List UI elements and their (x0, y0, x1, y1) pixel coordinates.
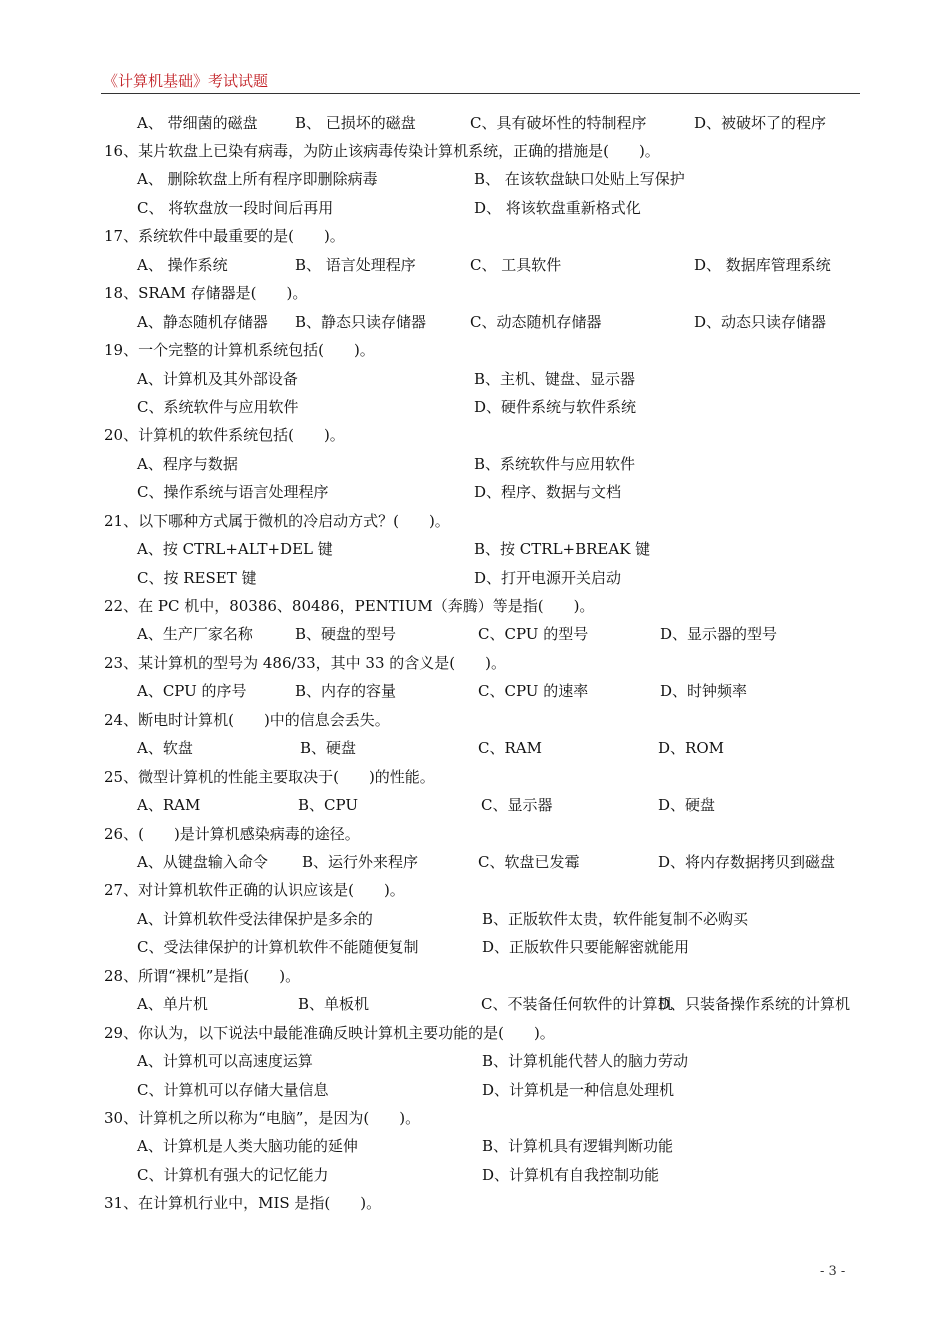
answer-option: A、 操作系统 (137, 256, 228, 274)
answer-option: B、正版软件太贵，软件能复制不必购买 (482, 910, 749, 928)
question-text: 22、在 PC 机中，80386、80486，PENTIUM（奔腾）等是指( )。 (104, 597, 595, 615)
page-number: - 3 - (820, 1264, 846, 1279)
answer-option: A、从键盘输入命令 (137, 853, 268, 871)
answer-option: B、计算机具有逻辑判断功能 (482, 1137, 674, 1155)
answer-option: D、被破坏了的程序 (694, 114, 827, 132)
answer-option: D、显示器的型号 (660, 625, 778, 643)
answer-option: D、正版软件只要能解密就能用 (482, 938, 690, 956)
answer-option: B、CPU (298, 796, 358, 814)
question-text: 23、某计算机的型号为 486/33，其中 33 的含义是( )。 (104, 654, 506, 672)
answer-option: A、静态随机存储器 (137, 313, 268, 331)
answer-option: B、单板机 (298, 995, 370, 1013)
answer-option: D、 将该软盘重新格式化 (474, 199, 641, 217)
answer-option: C、系统软件与应用软件 (137, 398, 299, 416)
document-header-title: 《计算机基础》考试试题 (103, 72, 269, 90)
question-text: 28、所谓“裸机”是指( )。 (104, 967, 301, 985)
answer-option: D、将内存数据拷贝到磁盘 (658, 853, 836, 871)
answer-option: C、具有破坏性的特制程序 (470, 114, 647, 132)
answer-option: B、系统软件与应用软件 (474, 455, 636, 473)
answer-option: A、程序与数据 (137, 455, 238, 473)
answer-option: C、CPU 的速率 (478, 682, 589, 700)
answer-option: C、软盘已发霉 (478, 853, 580, 871)
question-text: 16、某片软盘上已染有病毒，为防止该病毒传染计算机系统，正确的措施是( )。 (104, 142, 660, 160)
question-text: 30、计算机之所以称为“电脑”，是因为( )。 (104, 1109, 421, 1127)
answer-option: D、只装备操作系统的计算机 (658, 995, 851, 1013)
answer-option: A、按 CTRL+ALT+DEL 键 (137, 540, 333, 558)
question-text: 26、( )是计算机感染病毒的途径。 (104, 825, 360, 843)
answer-option: A、 带细菌的磁盘 (137, 114, 258, 132)
answer-option: A、单片机 (137, 995, 208, 1013)
question-text: 18、SRAM 存储器是( )。 (104, 284, 308, 302)
answer-option: A、 删除软盘上所有程序即删除病毒 (137, 170, 378, 188)
answer-option: A、计算机是人类大脑功能的延伸 (137, 1137, 358, 1155)
answer-option: C、按 RESET 键 (137, 569, 257, 587)
answer-option: C、动态随机存储器 (470, 313, 602, 331)
answer-option: A、生产厂家名称 (137, 625, 253, 643)
answer-option: C、受法律保护的计算机软件不能随便复制 (137, 938, 419, 956)
question-text: 25、微型计算机的性能主要取决于( )的性能。 (104, 768, 435, 786)
question-text: 17、系统软件中最重要的是( )。 (104, 227, 345, 245)
answer-option: C、 工具软件 (470, 256, 562, 274)
answer-option: C、不装备任何软件的计算机 (481, 995, 673, 1013)
answer-option: B、运行外来程序 (302, 853, 419, 871)
question-text: 27、对计算机软件正确的认识应该是( )。 (104, 881, 405, 899)
answer-option: D、动态只读存储器 (694, 313, 827, 331)
answer-option: C、计算机可以存储大量信息 (137, 1081, 329, 1099)
answer-option: B、硬盘 (300, 739, 357, 757)
answer-option: D、硬件系统与软件系统 (474, 398, 637, 416)
answer-option: D、时钟频率 (660, 682, 748, 700)
answer-option: A、RAM (137, 796, 201, 814)
question-text: 20、计算机的软件系统包括( )。 (104, 426, 345, 444)
answer-option: C、 将软盘放一段时间后再用 (137, 199, 334, 217)
answer-option: D、硬盘 (658, 796, 716, 814)
answer-option: B、 在该软盘缺口处贴上写保护 (474, 170, 685, 188)
answer-option: D、程序、数据与文档 (474, 483, 622, 501)
answer-option: B、 语言处理程序 (295, 256, 416, 274)
answer-option: D、计算机是一种信息处理机 (482, 1081, 675, 1099)
answer-option: B、计算机能代替人的脑力劳动 (482, 1052, 689, 1070)
question-text: 24、断电时计算机( )中的信息会丢失。 (104, 711, 390, 729)
question-text: 19、一个完整的计算机系统包括( )。 (104, 341, 375, 359)
answer-option: C、显示器 (481, 796, 553, 814)
header-divider (101, 93, 860, 94)
answer-option: C、RAM (478, 739, 542, 757)
answer-option: C、操作系统与语言处理程序 (137, 483, 329, 501)
answer-option: A、计算机软件受法律保护是多余的 (137, 910, 373, 928)
question-text: 31、在计算机行业中，MIS 是指( )。 (104, 1194, 382, 1212)
answer-option: D、ROM (658, 739, 724, 757)
question-text: 21、以下哪种方式属于微机的冷启动方式？( )。 (104, 512, 450, 530)
question-text: 29、你认为，以下说法中最能准确反映计算机主要功能的是( )。 (104, 1024, 555, 1042)
answer-option: B、 已损坏的磁盘 (295, 114, 416, 132)
answer-option: A、计算机及其外部设备 (137, 370, 298, 388)
answer-option: D、打开电源开关启动 (474, 569, 622, 587)
answer-option: B、按 CTRL+BREAK 键 (474, 540, 651, 558)
answer-option: A、计算机可以高速度运算 (137, 1052, 313, 1070)
answer-option: B、主机、键盘、显示器 (474, 370, 636, 388)
answer-option: D、计算机有自我控制功能 (482, 1166, 660, 1184)
answer-option: D、 数据库管理系统 (694, 256, 831, 274)
answer-option: B、硬盘的型号 (295, 625, 397, 643)
answer-option: A、CPU 的序号 (137, 682, 247, 700)
answer-option: B、静态只读存储器 (295, 313, 427, 331)
answer-option: C、CPU 的型号 (478, 625, 589, 643)
answer-option: A、软盘 (137, 739, 193, 757)
answer-option: B、内存的容量 (295, 682, 397, 700)
answer-option: C、计算机有强大的记忆能力 (137, 1166, 329, 1184)
